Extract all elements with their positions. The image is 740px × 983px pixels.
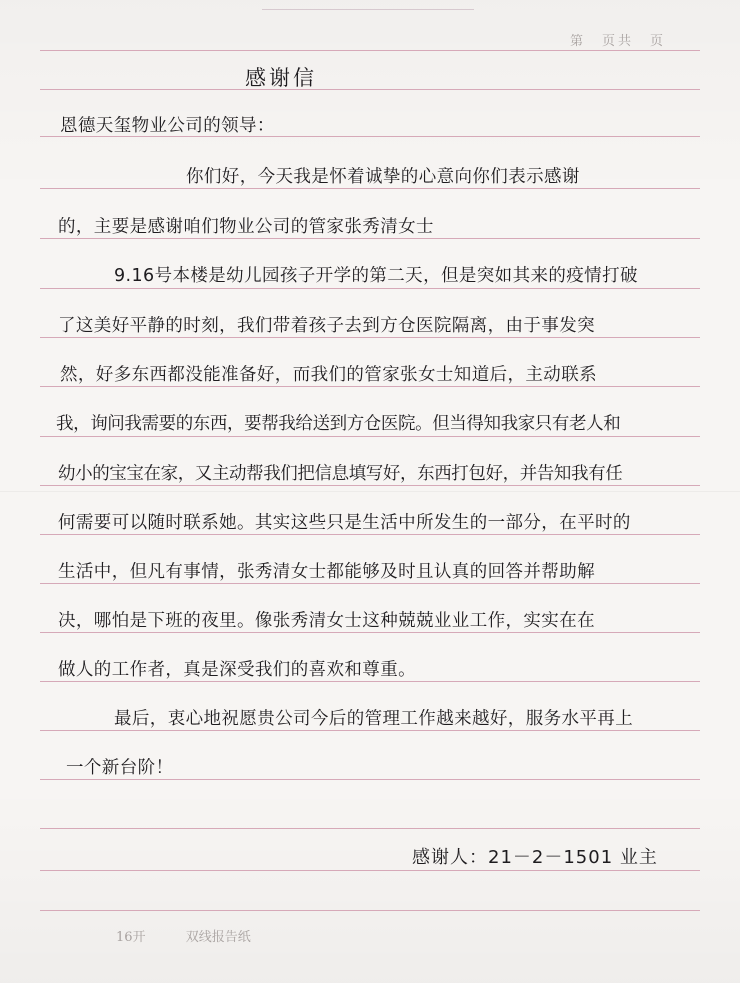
letter-line: 何需要可以随时联系她。其实这些只是生活中所发生的一部分，在平时的 — [58, 513, 631, 533]
paper-format: 16开 — [116, 930, 146, 945]
letter-salutation: 恩德天玺物业公司的领导： — [60, 116, 275, 136]
paper-name: 双线报告纸 — [185, 930, 251, 945]
binding-stitch — [262, 0, 474, 10]
paper-footer — [116, 926, 287, 945]
paper-fold — [0, 491, 740, 492]
letter-line: 一个新台阶！ — [66, 758, 174, 778]
letter-line: 最后，衷心地祝愿贵公司今后的管理工作越来越好，服务水平再上 — [114, 709, 634, 729]
letter-title: 感谢信 — [245, 66, 317, 90]
letter-line: 的，主要是感谢咱们物业公司的管家张秀清女士 — [58, 217, 434, 237]
letter-line: 了这美好平静的时刻，我们带着孩子去到方仓医院隔离，由于事发突 — [58, 316, 595, 336]
page-number-header: 第 页共 页 — [569, 34, 666, 49]
letter-line: 我，询问我需要的东西，要帮我给送到方仓医院。但当得知我家只有老人和 — [56, 414, 621, 434]
letter-line: 生活中，但凡有事情，张秀清女士都能够及时且认真的回答并帮助解 — [58, 562, 595, 582]
letter-line: 9.16号本楼是幼儿园孩子开学的第二天，但是突如其来的疫情打破 — [114, 266, 638, 286]
letter-signature: 感谢人：21－2－1501 业主 — [412, 847, 658, 868]
letter-line: 幼小的宝宝在家，又主动帮我们把信息填写好，东西打包好，并告知我有任 — [58, 464, 623, 484]
letter-line: 然，好多东西都没能准备好，而我们的管家张女士知道后，主动联系 — [60, 365, 597, 385]
letter-line: 做人的工作者，真是深受我们的喜欢和尊重。 — [58, 660, 416, 680]
letter-line: 你们好，今天我是怀着诚挚的心意向你们表示感谢 — [186, 167, 580, 187]
letter-line: 决，哪怕是下班的夜里。像张秀清女士这种兢兢业业工作，实实在在 — [58, 611, 595, 631]
